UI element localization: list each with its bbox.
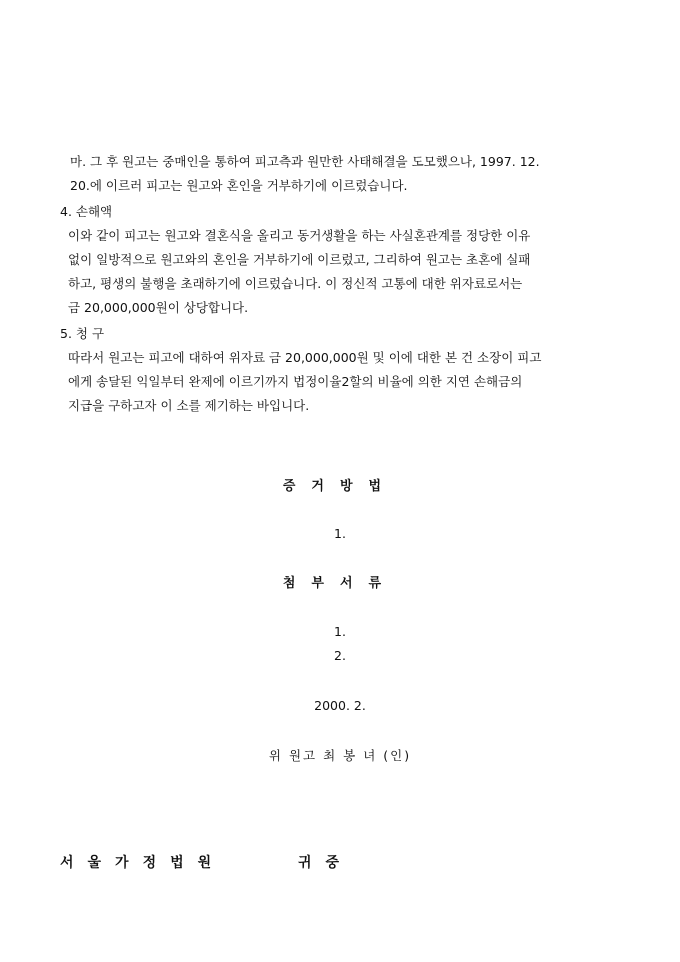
section-5-paragraph (68, 346, 635, 418)
section-4-heading: 4. 손해액 (60, 204, 113, 219)
section-4-line-2: 없이 일방적으로 원고와의 혼인을 거부하기에 이르렀고, 그리하여 원고는 초혼에 실패 (68, 252, 531, 267)
court-name: 서울가정법원 (60, 855, 226, 871)
section-5-line-2: 에게 송달된 익일부터 완제에 이르기까지 법정이율2할의 비율에 의한 지연 손해금의 (68, 374, 523, 389)
evidence-item: 1. (334, 526, 346, 541)
section-4-line-3: 하고, 평생의 불행을 초래하기에 이르렀습니다. 이 정신적 고통에 대한 위자료로서는 (68, 276, 523, 291)
item-ma-paragraph (60, 150, 635, 198)
section-4-line-4: 금 20,000,000원이 상당합니다. (68, 300, 249, 315)
item-ma-line-1: 마. 그 후 원고는 중매인을 통하여 피고측과 원만한 사태해결을 도모했으나, 1997. 12. (70, 154, 540, 169)
court-honorific: 귀중 (298, 855, 354, 871)
plaintiff-signature-line: 위 원고 최 봉 녀 (인) (268, 748, 412, 763)
attachments-title: 첨부서류 (282, 576, 398, 591)
attachment-item: 2. (334, 648, 346, 663)
section-4-line-1: 이와 같이 피고는 원고와 결혼식을 올리고 동거생활을 하는 사실혼관계를 정당한 이유 (68, 228, 531, 243)
filing-date: 2000. 2. (314, 698, 366, 713)
item-ma-line-2: 20.에 이르러 피고는 원고와 혼인을 거부하기에 이르렀습니다. (70, 178, 408, 193)
court-address-line (60, 852, 353, 872)
section-5-line-1: 따라서 원고는 피고에 대하여 위자료 금 20,000,000원 및 이에 대한 본 건 소장이 피고 (68, 350, 542, 365)
section-4-paragraph (68, 224, 635, 320)
section-5-line-3: 지급을 구하고자 이 소를 제기하는 바입니다. (68, 398, 310, 413)
section-5-heading: 5. 청 구 (60, 326, 105, 341)
evidence-title: 증거방법 (282, 479, 398, 494)
attachment-item: 1. (334, 624, 346, 639)
